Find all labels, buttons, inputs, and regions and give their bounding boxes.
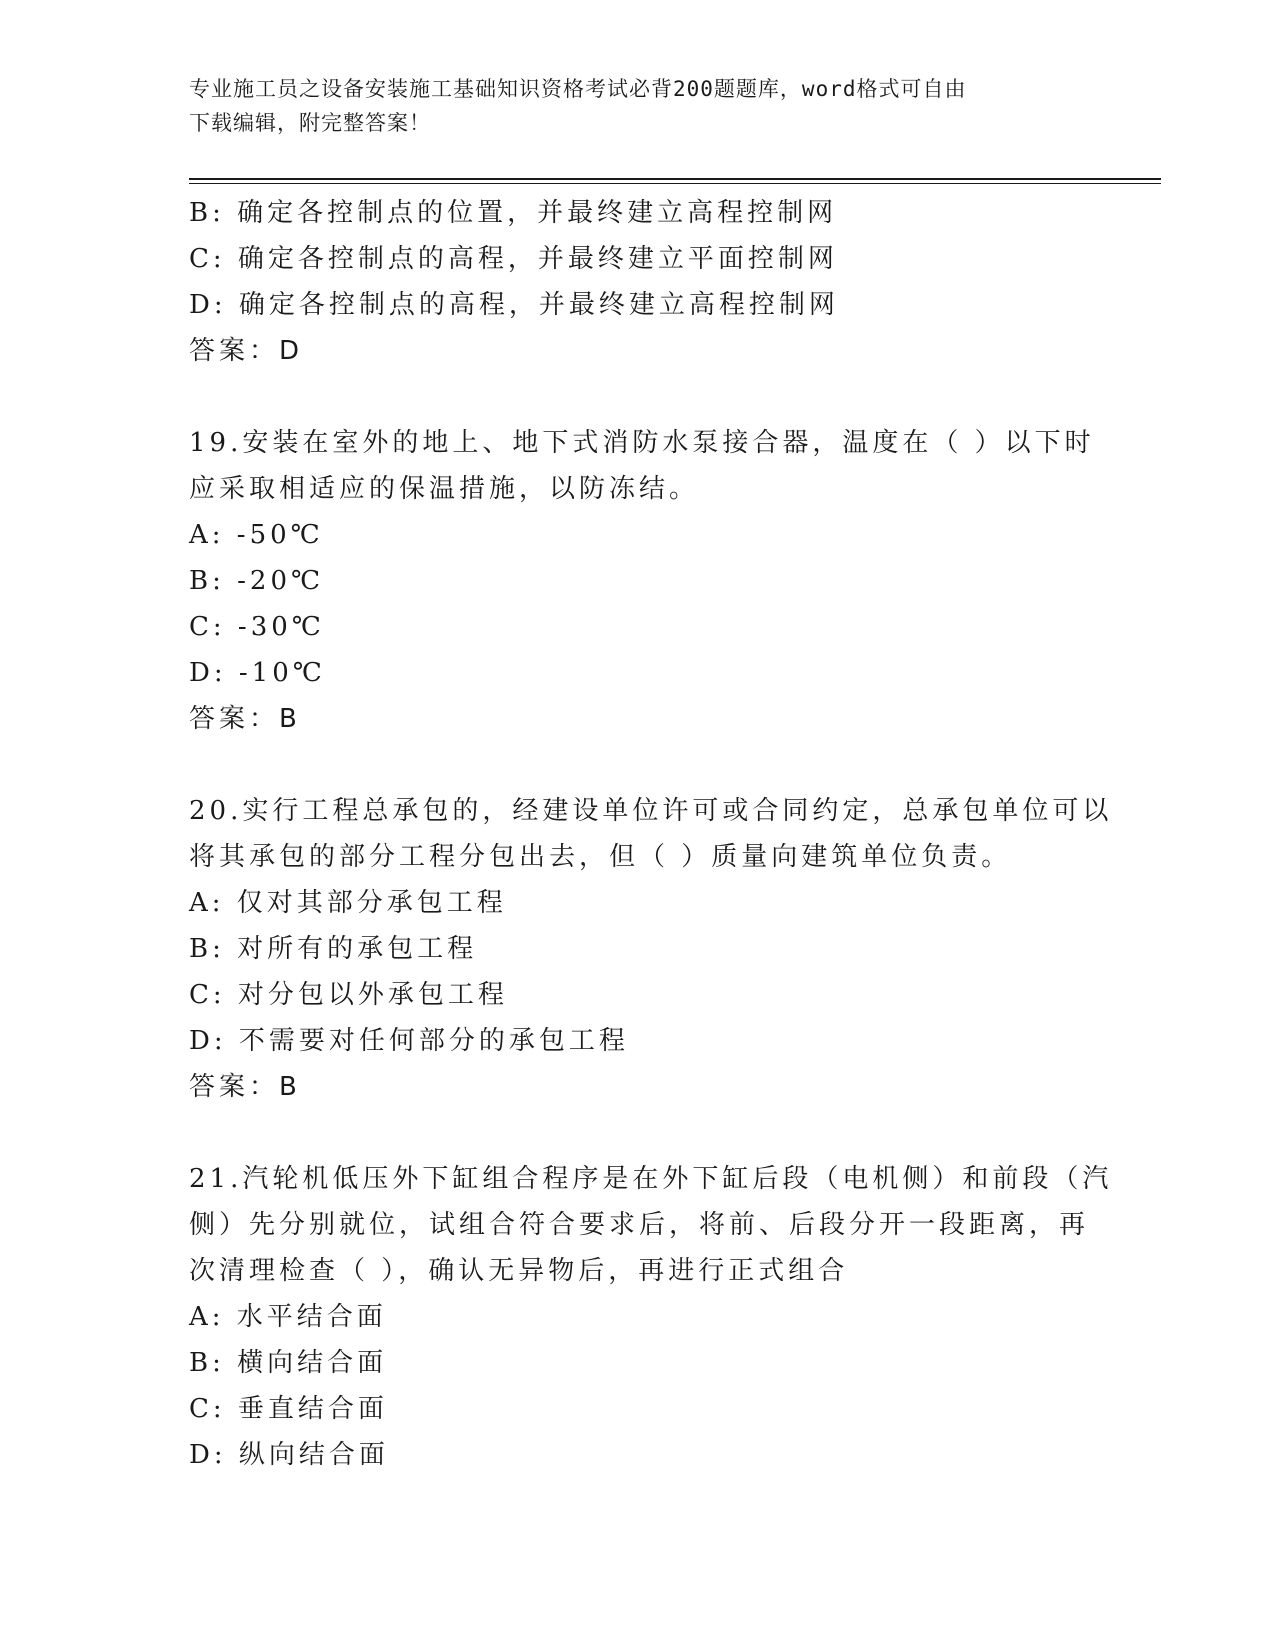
question-19 (189, 420, 1129, 742)
option-c: C: 对分包以外承包工程 (189, 980, 508, 1010)
question-stem-line: 次清理检查（ ），确认无异物后，再进行正式组合 (189, 1256, 849, 1286)
option-b: B: 横向结合面 (189, 1348, 388, 1378)
question-stem-line: 应采取相适应的保温措施，以防冻结。 (189, 474, 700, 504)
question-18-tail (189, 190, 1129, 374)
spacer (189, 1110, 1129, 1156)
option-b: B: 对所有的承包工程 (189, 934, 478, 964)
answer-line: 答案：D (189, 336, 304, 366)
option-a: A: -50℃ (189, 520, 324, 550)
option-d: D: 纵向结合面 (189, 1440, 389, 1470)
option-d: D: 确定各控制点的高程，并最终建立高程控制网 (189, 290, 839, 320)
option-b: B: 确定各控制点的位置，并最终建立高程控制网 (189, 198, 838, 228)
option-b: B: -20℃ (189, 566, 325, 596)
option-d: D: 不需要对任何部分的承包工程 (189, 1026, 629, 1056)
question-stem-line: 侧）先分别就位，试组合符合要求后，将前、后段分开一段距离，再 (189, 1210, 1090, 1240)
answer-line: 答案：B (189, 1072, 301, 1102)
option-c: C: 垂直结合面 (189, 1394, 388, 1424)
question-stem-line: 19.安装在室外的地上、地下式消防水泵接合器，温度在（ ）以下时 (189, 428, 1095, 458)
header-line-1: 专业施工员之设备安装施工基础知识资格考试必背200题题库，word格式可自由 (189, 77, 967, 101)
question-20 (189, 788, 1129, 1110)
header-line-2: 下载编辑，附完整答案！ (189, 111, 431, 135)
spacer (189, 742, 1129, 788)
question-stem-line: 20.实行工程总承包的，经建设单位许可或合同约定，总承包单位可以 (189, 796, 1113, 826)
header-divider-thick (189, 178, 1161, 180)
option-d: D: -10℃ (189, 658, 326, 688)
question-21 (189, 1156, 1129, 1478)
option-c: C: -30℃ (189, 612, 325, 642)
document-header (189, 72, 1089, 140)
header-divider-thin (189, 183, 1161, 184)
option-a: A: 仅对其部分承包工程 (189, 888, 507, 918)
question-stem-line: 21.汽轮机低压外下缸组合程序是在外下缸后段（电机侧）和前段（汽 (189, 1164, 1113, 1194)
spacer (189, 374, 1129, 420)
option-c: C: 确定各控制点的高程，并最终建立平面控制网 (189, 244, 838, 274)
answer-line: 答案：B (189, 704, 301, 734)
question-stem-line: 将其承包的部分工程分包出去，但（ ）质量向建筑单位负责。 (189, 842, 1012, 872)
option-a: A: 水平结合面 (189, 1302, 387, 1332)
question-list (189, 190, 1129, 1478)
